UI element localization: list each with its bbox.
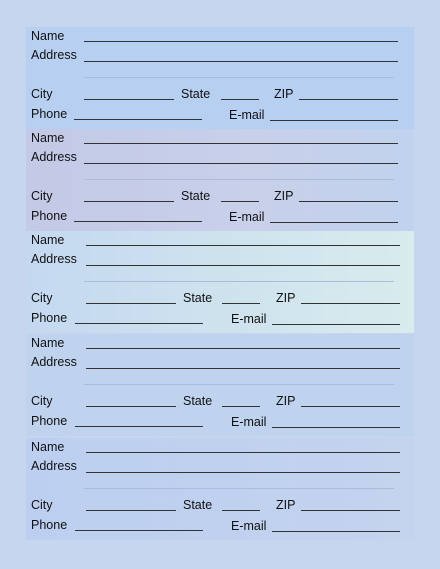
name-field[interactable] [84, 143, 398, 144]
zip-label: ZIP [276, 394, 296, 408]
address-record [26, 231, 414, 333]
city-label: City [31, 291, 53, 305]
phone-label: Phone [31, 518, 68, 532]
email-label: E-mail [231, 519, 267, 533]
divider [84, 77, 394, 78]
phone-label: Phone [31, 107, 68, 121]
phone-field[interactable] [75, 323, 203, 324]
phone-label: Phone [31, 311, 68, 325]
city-label: City [31, 87, 53, 101]
email-label: E-mail [231, 415, 267, 429]
email-label: E-mail [231, 312, 267, 326]
name-label: Name [31, 233, 65, 247]
name-label: Name [31, 29, 65, 43]
record-background [26, 438, 414, 540]
city-label: City [31, 394, 53, 408]
state-field[interactable] [221, 201, 259, 202]
divider [84, 384, 394, 385]
zip-label: ZIP [276, 291, 296, 305]
city-field[interactable] [84, 99, 174, 100]
address-record [26, 27, 414, 129]
email-field[interactable] [272, 324, 400, 325]
email-field[interactable] [270, 222, 398, 223]
state-field[interactable] [222, 406, 260, 407]
divider [84, 281, 394, 282]
address-record [26, 334, 414, 436]
name-field[interactable] [86, 348, 400, 349]
phone-field[interactable] [74, 221, 202, 222]
phone-field[interactable] [75, 530, 203, 531]
address-field[interactable] [84, 163, 398, 164]
email-label: E-mail [229, 210, 265, 224]
zip-label: ZIP [274, 189, 294, 203]
address-label: Address [31, 252, 77, 266]
address-field[interactable] [86, 265, 400, 266]
zip-field[interactable] [301, 406, 400, 407]
city-field[interactable] [86, 510, 176, 511]
zip-label: ZIP [274, 87, 294, 101]
state-label: State [181, 87, 211, 101]
divider [84, 488, 394, 489]
email-field[interactable] [272, 531, 400, 532]
phone-field[interactable] [75, 426, 203, 427]
address-label: Address [31, 150, 77, 164]
name-field[interactable] [84, 41, 398, 42]
name-field[interactable] [86, 245, 400, 246]
address-record [26, 438, 414, 540]
address-label: Address [31, 355, 77, 369]
email-label: E-mail [229, 108, 265, 122]
phone-label: Phone [31, 414, 68, 428]
state-field[interactable] [221, 99, 259, 100]
zip-label: ZIP [276, 498, 296, 512]
state-label: State [181, 189, 211, 203]
city-label: City [31, 189, 53, 203]
address-record [26, 129, 414, 231]
zip-field[interactable] [301, 303, 400, 304]
state-label: State [183, 394, 213, 408]
email-field[interactable] [272, 427, 400, 428]
record-background [26, 231, 414, 333]
record-background [26, 129, 414, 231]
name-field[interactable] [86, 452, 400, 453]
address-field[interactable] [84, 61, 398, 62]
record-background [26, 334, 414, 436]
phone-label: Phone [31, 209, 68, 223]
email-field[interactable] [270, 120, 398, 121]
state-label: State [183, 291, 213, 305]
name-label: Name [31, 440, 65, 454]
state-label: State [183, 498, 213, 512]
name-label: Name [31, 336, 65, 350]
zip-field[interactable] [301, 510, 400, 511]
record-background [26, 27, 414, 129]
address-field[interactable] [86, 368, 400, 369]
name-label: Name [31, 131, 65, 145]
divider [84, 179, 394, 180]
city-field[interactable] [86, 406, 176, 407]
city-label: City [31, 498, 53, 512]
phone-field[interactable] [74, 119, 202, 120]
address-label: Address [31, 48, 77, 62]
zip-field[interactable] [299, 201, 398, 202]
city-field[interactable] [84, 201, 174, 202]
state-field[interactable] [222, 510, 260, 511]
address-label: Address [31, 459, 77, 473]
city-field[interactable] [86, 303, 176, 304]
zip-field[interactable] [299, 99, 398, 100]
state-field[interactable] [222, 303, 260, 304]
address-field[interactable] [86, 472, 400, 473]
